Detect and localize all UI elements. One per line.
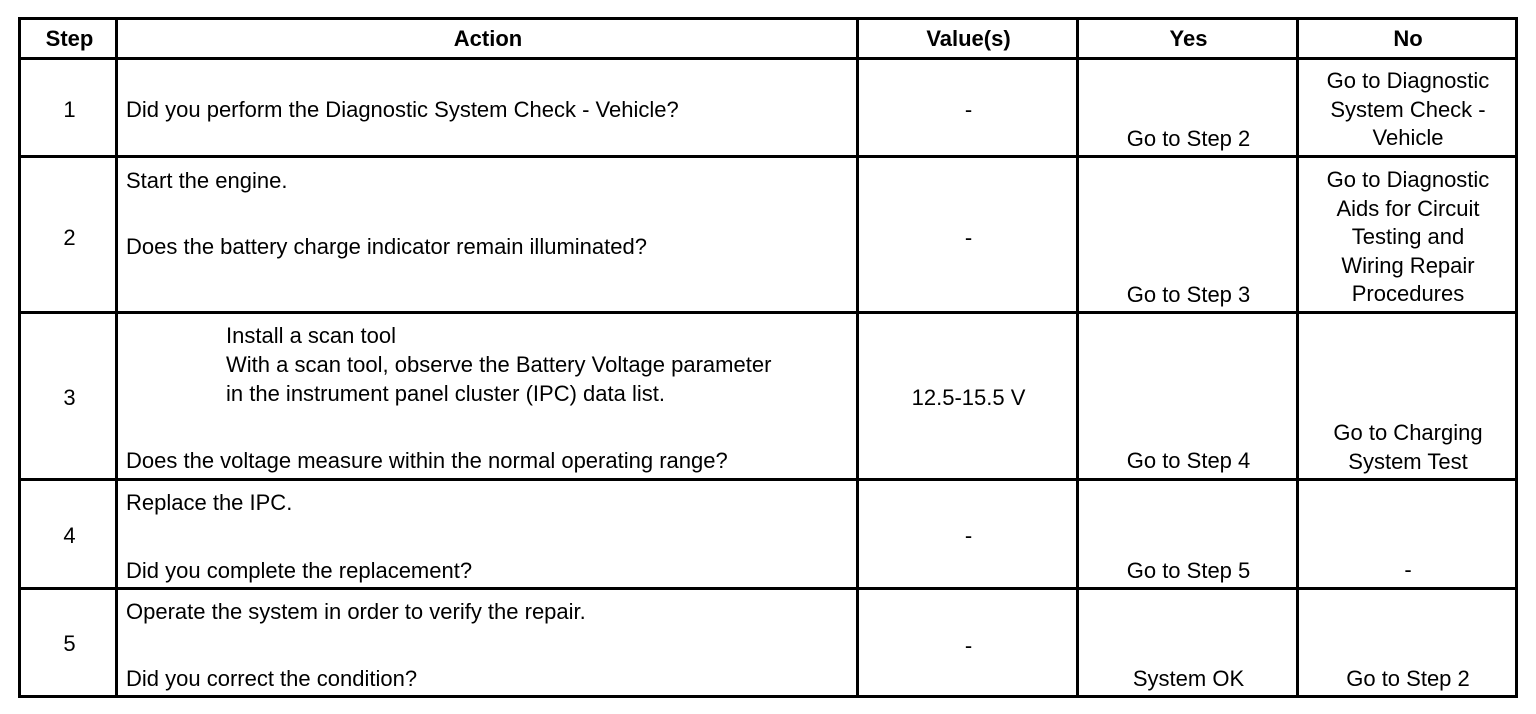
no-text: -	[1404, 557, 1412, 582]
action-text: Start the engine.	[126, 168, 288, 193]
action-text: Replace the IPC.	[126, 490, 293, 515]
yes-text: Go to Step 2	[1126, 126, 1251, 151]
table-border-top	[18, 17, 1518, 20]
no-text: Go to Charging System Test	[1333, 420, 1483, 474]
no-text: Go to Step 2	[1346, 666, 1470, 691]
row-divider	[18, 587, 1518, 590]
action-substep: in the instrument panel cluster (IPC) data list.	[226, 381, 665, 406]
step-number: 5	[63, 631, 76, 656]
action-question: Did you complete the replacement?	[126, 558, 473, 583]
step-number: 3	[63, 385, 76, 410]
action-question: Did you correct the condition?	[126, 666, 418, 691]
yes-text: Go to Step 4	[1126, 448, 1251, 473]
header-yes: Yes	[1169, 26, 1208, 51]
yes-text: Go to Step 5	[1126, 558, 1251, 583]
no-text: Go to Diagnostic Aids for Circuit Testing and Wiring Repair Procedures	[1326, 167, 1490, 306]
header-action: Action	[453, 26, 523, 51]
table-border-bottom	[18, 695, 1518, 698]
row-divider	[18, 311, 1518, 314]
action-substep: With a scan tool, observe the Battery Voltage parameter	[226, 352, 772, 377]
header-values: Value(s)	[926, 26, 1011, 51]
value-text: -	[964, 633, 973, 658]
header-step: Step	[45, 26, 94, 51]
value-text: 12.5-15.5 V	[911, 385, 1026, 410]
action-question: Does the voltage measure within the normal operating range?	[126, 448, 728, 473]
action-text: Did you perform the Diagnostic System Check - Vehicle?	[126, 97, 679, 122]
action-text: Operate the system in order to verify the repair.	[126, 599, 586, 624]
step-number: 1	[63, 97, 76, 122]
row-divider	[18, 57, 1518, 60]
action-substep: Install a scan tool	[226, 323, 396, 348]
value-text: -	[964, 523, 973, 548]
row-divider	[18, 478, 1518, 481]
action-question: Does the battery charge indicator remain illuminated?	[126, 234, 647, 259]
yes-text: System OK	[1132, 666, 1245, 691]
step-number: 2	[63, 225, 76, 250]
yes-text: Go to Step 3	[1126, 282, 1251, 307]
header-no: No	[1393, 26, 1423, 51]
row-divider	[18, 155, 1518, 158]
no-text: Go to Diagnostic System Check - Vehicle	[1326, 68, 1490, 150]
step-number: 4	[63, 523, 76, 548]
value-text: -	[964, 225, 973, 250]
value-text: -	[964, 97, 973, 122]
